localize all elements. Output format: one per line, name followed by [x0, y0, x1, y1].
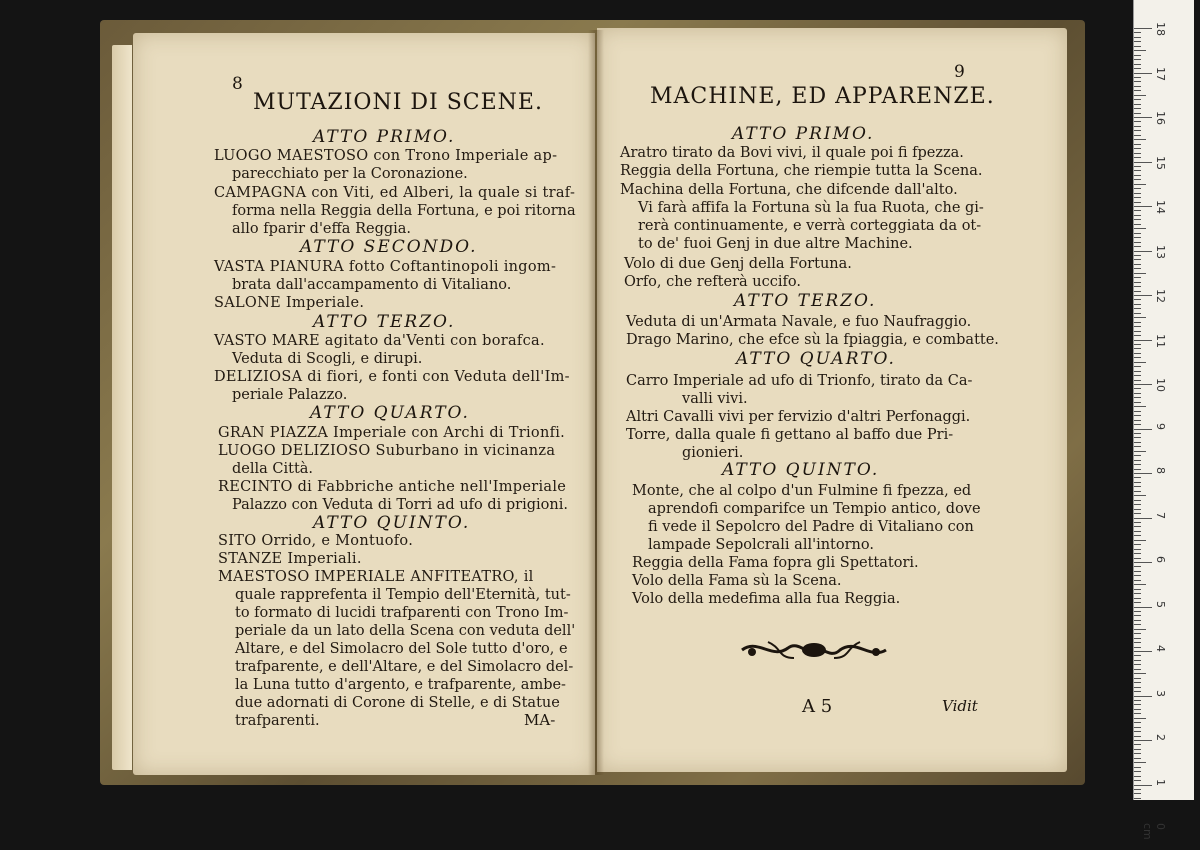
book-gutter — [588, 30, 604, 775]
right-catchword: Vidit — [942, 697, 978, 715]
ruler-tick — [1134, 299, 1141, 300]
ruler-tick — [1134, 317, 1146, 318]
ruler-tick — [1134, 429, 1152, 430]
text-line: allo fparir d'effa Reggia. — [232, 221, 412, 237]
text-line: Reggia della Fama fopra gli Spettatori. — [632, 555, 919, 571]
ruler-tick — [1134, 108, 1141, 109]
ruler-tick — [1134, 718, 1146, 719]
ruler-tick — [1134, 344, 1141, 345]
text-line: to de' fuoi Genj in due altre Machine. — [638, 236, 913, 252]
ruler-tick — [1134, 660, 1141, 661]
text-line: Palazzo con Veduta di Torri ad ufo di prigioni. — [232, 497, 568, 513]
ruler-tick — [1134, 455, 1141, 456]
ruler-label: 4 — [1154, 645, 1167, 652]
ruler-tick — [1134, 780, 1141, 781]
text-line: la Luna tutto d'argento, e trafparente, ambe- — [235, 677, 566, 693]
text-line: trafparenti. — [235, 713, 320, 729]
text-line: SALONE Imperiale. — [214, 295, 365, 311]
ruler-tick — [1134, 157, 1141, 158]
ruler-tick — [1134, 64, 1141, 65]
ruler-tick — [1134, 335, 1141, 336]
act-heading: ATTO QUINTO. — [722, 460, 880, 480]
ruler-tick — [1134, 282, 1141, 283]
ruler-tick — [1134, 749, 1141, 750]
ruler-tick — [1134, 237, 1141, 238]
text-line: Veduta di un'Armata Navale, e fuo Naufraggio. — [626, 314, 972, 330]
ruler-tick — [1134, 673, 1146, 674]
ruler-tick — [1134, 175, 1141, 176]
ruler-tick — [1134, 678, 1141, 679]
text-line: aprendofi comparifce un Tempio antico, dove — [648, 501, 981, 517]
ruler-tick — [1134, 224, 1141, 225]
ruler-label: 0 cm — [1141, 823, 1167, 840]
ruler-tick — [1134, 126, 1141, 127]
ruler-tick — [1134, 162, 1152, 163]
ruler-tick — [1134, 722, 1141, 723]
act-heading: ATTO QUARTO. — [310, 403, 470, 423]
ruler-tick — [1134, 77, 1141, 78]
text-line: VASTA PIANURA fotto Coftantinopoli ingom- — [214, 259, 557, 275]
ruler-tick — [1134, 308, 1141, 309]
ruler-label: 13 — [1154, 244, 1167, 259]
ruler-tick — [1134, 642, 1141, 643]
ruler-tick — [1134, 593, 1141, 594]
text-line: Volo di due Genj della Fortuna. — [624, 256, 852, 272]
left-page-number: 8 — [232, 74, 243, 94]
text-line: Volo della medefima alla fua Reggia. — [632, 591, 901, 607]
ruler-tick — [1134, 202, 1141, 203]
ruler-tick — [1134, 411, 1141, 412]
ruler-tick — [1134, 259, 1141, 260]
text-line: fi vede il Sepolcro del Padre di Vitaliano con — [648, 519, 974, 535]
ruler-tick — [1134, 580, 1141, 581]
ruler-tick — [1134, 121, 1141, 122]
text-line: LUOGO DELIZIOSO Suburbano in vicinanza — [218, 443, 556, 459]
text-line: LUOGO MAESTOSO con Trono Imperiale ap- — [214, 148, 558, 164]
ruler-tick — [1134, 255, 1141, 256]
text-line: GRAN PIAZZA Imperiale con Archi di Trionfi. — [218, 425, 566, 441]
ruler-tick — [1134, 246, 1141, 247]
ruler-tick — [1134, 393, 1141, 394]
ruler-tick — [1134, 291, 1141, 292]
text-line: Monte, che al colpo d'un Fulmine fi fpezza, ed — [632, 483, 972, 499]
ruler-tick — [1134, 340, 1152, 341]
ruler-tick — [1134, 798, 1141, 799]
text-line: DELIZIOSA di fiori, e fonti con Veduta dell'Im- — [214, 369, 570, 385]
right-page-number: 9 — [954, 62, 965, 82]
text-line: due adornati di Corone di Stelle, e di Statue — [235, 695, 560, 711]
ruler-label: 1 — [1154, 778, 1167, 786]
ruler-tick — [1134, 251, 1152, 252]
ruler-tick — [1134, 535, 1141, 536]
ruler-tick — [1134, 380, 1141, 381]
ruler-tick — [1134, 420, 1141, 421]
ruler-tick — [1134, 727, 1141, 728]
ruler-tick — [1134, 522, 1141, 523]
ruler-tick — [1134, 682, 1141, 683]
ruler-tick — [1134, 491, 1141, 492]
left-page-heading: MUTAZIONI DI SCENE. — [253, 90, 543, 115]
printer-ornament — [738, 632, 890, 668]
ruler-label: 11 — [1154, 333, 1167, 348]
ruler-tick — [1134, 655, 1141, 656]
text-line: VASTO MARE agitato da'Venti con borafca. — [214, 333, 545, 349]
ruler-tick — [1134, 406, 1146, 407]
ruler-tick — [1134, 669, 1141, 670]
ruler-tick — [1134, 664, 1141, 665]
ruler-tick — [1134, 446, 1141, 447]
ruler-tick — [1134, 170, 1141, 171]
ruler-tick — [1134, 793, 1141, 794]
ruler-tick — [1134, 433, 1141, 434]
ruler-tick — [1134, 397, 1141, 398]
text-line: SITO Orrido, e Montuofo. — [218, 533, 414, 549]
ruler-label: 2 — [1154, 734, 1167, 741]
ruler-tick — [1134, 553, 1141, 554]
ruler-tick — [1134, 638, 1141, 639]
ruler-tick — [1134, 268, 1141, 269]
ruler-tick — [1134, 130, 1141, 131]
act-heading: ATTO TERZO. — [734, 291, 877, 311]
ruler-tick — [1134, 477, 1141, 478]
ruler-label: 6 — [1154, 556, 1167, 563]
ruler-tick — [1134, 41, 1141, 42]
ruler-tick — [1134, 415, 1141, 416]
ruler-tick — [1134, 566, 1141, 567]
ruler-tick — [1134, 709, 1141, 710]
text-line: MAESTOSO IMPERIALE ANFITEATRO, il — [218, 569, 534, 585]
ruler-tick — [1134, 184, 1146, 185]
ruler-tick — [1134, 32, 1141, 33]
ruler-tick — [1134, 193, 1141, 194]
act-heading: ATTO PRIMO. — [732, 124, 875, 144]
act-heading: ATTO QUARTO. — [736, 349, 896, 369]
ruler-tick — [1134, 331, 1141, 332]
ruler-tick — [1134, 55, 1141, 56]
ruler-tick — [1134, 509, 1141, 510]
text-line: forma nella Reggia della Fortuna, e poi ritorna — [232, 203, 576, 219]
ruler-tick — [1134, 611, 1141, 612]
ruler-label: 3 — [1154, 689, 1167, 697]
ruler-tick — [1134, 687, 1141, 688]
ruler-tick — [1134, 602, 1141, 603]
ruler-tick — [1134, 615, 1141, 616]
ruler-tick — [1134, 531, 1141, 532]
ruler-tick — [1134, 500, 1141, 501]
text-line: RECINTO di Fabbriche antiche nell'Imperiale — [218, 479, 567, 495]
text-line: lampade Sepolcrali all'intorno. — [648, 537, 874, 553]
ruler-tick — [1134, 647, 1141, 648]
ruler-tick — [1134, 233, 1141, 234]
text-line: rerà continuamente, e verrà corteggiata da ot- — [638, 218, 982, 234]
ruler-tick — [1134, 789, 1141, 790]
ruler-tick — [1134, 264, 1141, 265]
text-line: Altare, e del Simolacro del Sole tutto d'oro, e — [235, 641, 568, 657]
ruler-tick — [1134, 437, 1141, 438]
text-line: Drago Marino, che efce sù la fpiaggia, e combatte. — [626, 332, 999, 348]
ruler-tick — [1134, 366, 1141, 367]
ruler-tick — [1134, 348, 1141, 349]
ruler-tick — [1134, 633, 1141, 634]
act-heading: ATTO PRIMO. — [313, 127, 456, 147]
text-line: Torre, dalla quale fi gettano al baffo due Pri- — [626, 427, 954, 443]
text-line: parecchiato per la Coronazione. — [232, 166, 468, 182]
ruler-tick — [1134, 486, 1141, 487]
ruler-tick — [1134, 375, 1141, 376]
ruler-tick — [1134, 28, 1152, 29]
ruler-tick — [1134, 188, 1141, 189]
ruler-tick — [1134, 469, 1141, 470]
ruler-label: 15 — [1154, 155, 1167, 170]
ruler-tick — [1134, 148, 1141, 149]
ruler-tick — [1134, 464, 1141, 465]
ruler-tick — [1134, 704, 1141, 705]
ruler-tick — [1134, 482, 1141, 483]
ruler-tick — [1134, 473, 1152, 474]
ruler-tick — [1134, 495, 1146, 496]
ruler-tick — [1134, 81, 1141, 82]
text-line: gionieri. — [682, 445, 744, 461]
ruler-tick — [1134, 228, 1146, 229]
ruler-tick — [1134, 753, 1141, 754]
ruler-tick — [1134, 371, 1141, 372]
left-catchword: MA- — [524, 711, 556, 729]
ruler-tick — [1134, 526, 1141, 527]
act-heading: ATTO QUINTO. — [313, 513, 471, 533]
ruler-label: 8 — [1154, 467, 1167, 474]
ruler-label: 12 — [1154, 289, 1167, 303]
ruler-tick — [1134, 322, 1141, 323]
text-line: valli vivi. — [682, 391, 748, 407]
ruler-tick — [1134, 117, 1152, 118]
ruler-tick — [1134, 762, 1146, 763]
ruler-tick — [1134, 50, 1146, 51]
ruler-tick — [1134, 736, 1141, 737]
ruler-tick — [1134, 73, 1152, 74]
ruler-tick — [1134, 59, 1141, 60]
ruler-tick — [1134, 731, 1141, 732]
act-heading: ATTO SECONDO. — [300, 237, 478, 257]
text-line: Carro Imperiale ad ufo di Trionfo, tirato da Ca- — [626, 373, 973, 389]
ruler-tick — [1134, 326, 1141, 327]
text-line: Orfo, che refterà uccifo. — [624, 274, 801, 290]
ruler-label: 10 — [1154, 378, 1167, 392]
ruler-tick — [1134, 286, 1141, 287]
ruler-tick — [1134, 362, 1146, 363]
text-line: Volo della Fama sù la Scena. — [632, 573, 842, 589]
text-line: to formato di lucidi trafparenti con Trono Im- — [235, 605, 569, 621]
ruler-tick — [1134, 304, 1141, 305]
ruler-label: 18 — [1154, 22, 1167, 36]
ruler-tick — [1134, 424, 1141, 425]
ruler-tick — [1134, 713, 1141, 714]
ruler-tick — [1134, 166, 1141, 167]
ruler-tick — [1134, 179, 1141, 180]
text-line: periale da un lato della Scena con veduta dell' — [235, 623, 576, 639]
ruler-tick — [1134, 139, 1146, 140]
ruler-tick — [1134, 451, 1146, 452]
act-heading: ATTO TERZO. — [313, 312, 456, 332]
ruler-tick — [1134, 215, 1141, 216]
ruler-tick — [1134, 273, 1146, 274]
text-line: Aratro tirato da Bovi vivi, il quale poi fi fpezza. — [620, 145, 964, 161]
text-line: trafparente, e dell'Altare, e del Simolacro del- — [235, 659, 574, 675]
ruler-tick — [1134, 767, 1141, 768]
ruler-tick — [1134, 460, 1141, 461]
ruler-tick — [1134, 700, 1141, 701]
text-line: della Città. — [232, 461, 314, 477]
text-line: CAMPAGNA con Viti, ed Alberi, la quale si traf- — [214, 185, 576, 201]
ruler-tick — [1134, 277, 1141, 278]
ruler-tick — [1134, 744, 1141, 745]
ruler-tick — [1134, 558, 1141, 559]
ruler-tick — [1134, 113, 1141, 114]
ruler-tick — [1134, 629, 1146, 630]
ruler-label: 7 — [1154, 511, 1167, 519]
ruler-label: 17 — [1154, 66, 1167, 81]
text-line: Veduta di Scogli, e dirupi. — [232, 351, 423, 367]
ruler-tick — [1134, 46, 1141, 47]
ruler-tick — [1134, 402, 1141, 403]
ruler-tick — [1134, 95, 1146, 96]
ruler-tick — [1134, 540, 1146, 541]
ruler-tick — [1134, 776, 1141, 777]
ruler-label: 16 — [1154, 111, 1167, 125]
ruler-tick — [1134, 153, 1141, 154]
ruler-tick — [1134, 549, 1141, 550]
ruler-tick — [1134, 518, 1152, 519]
ruler-tick — [1134, 513, 1141, 514]
ruler-tick — [1134, 589, 1141, 590]
ruler-tick — [1134, 86, 1141, 87]
ruler-tick — [1134, 104, 1141, 105]
ruler-tick — [1134, 219, 1141, 220]
ruler-tick — [1134, 37, 1141, 38]
ruler-tick — [1134, 99, 1141, 100]
text-line: periale Palazzo. — [232, 387, 348, 403]
ruler-label: 9 — [1154, 422, 1167, 430]
ruler-tick — [1134, 90, 1141, 91]
ruler-tick — [1134, 651, 1152, 652]
ruler-tick — [1134, 135, 1141, 136]
text-line: Reggia della Fortuna, che riempie tutta la Scena. — [620, 163, 983, 179]
ruler-tick — [1134, 206, 1152, 207]
ruler-tick — [1134, 295, 1152, 296]
ruler-tick — [1134, 504, 1141, 505]
ruler-tick — [1134, 785, 1152, 786]
ruler-tick — [1134, 598, 1141, 599]
measurement-ruler — [1133, 0, 1194, 840]
ruler-label: 14 — [1154, 200, 1167, 214]
page-edges — [112, 45, 132, 770]
text-line: quale rapprefenta il Tempio dell'Eternità, tut- — [235, 587, 571, 603]
ruler-label: 5 — [1154, 600, 1167, 608]
ruler-tick — [1134, 758, 1141, 759]
ruler-tick — [1134, 575, 1141, 576]
ruler-tick — [1134, 353, 1141, 354]
text-line: Altri Cavalli vivi per fervizio d'altri Perfonaggi. — [626, 409, 971, 425]
ruler-tick — [1134, 607, 1152, 608]
ruler-tick — [1134, 771, 1141, 772]
ruler-tick — [1134, 624, 1141, 625]
ruler-tick — [1134, 313, 1141, 314]
signature-mark: A 5 — [802, 696, 833, 717]
text-line: STANZE Imperiali. — [218, 551, 362, 567]
ruler-tick — [1134, 210, 1141, 211]
ruler-tick — [1134, 740, 1152, 741]
ruler-tick — [1134, 144, 1141, 145]
ruler-tick — [1134, 562, 1152, 563]
ruler-tick — [1134, 384, 1152, 385]
ruler-tick — [1134, 691, 1141, 692]
ruler-tick — [1134, 68, 1141, 69]
ruler-tick — [1134, 242, 1141, 243]
ruler-tick — [1134, 388, 1141, 389]
text-line: Vi farà affifa la Fortuna sù la fua Ruota, che gi- — [638, 200, 984, 216]
ruler-tick — [1134, 571, 1141, 572]
ruler-tick — [1134, 696, 1152, 697]
ruler-tick — [1134, 357, 1141, 358]
ruler-tick — [1134, 544, 1141, 545]
text-line: brata dall'accampamento di Vitaliano. — [232, 277, 512, 293]
ruler-tick — [1134, 620, 1141, 621]
ruler-tick — [1134, 442, 1141, 443]
right-page-heading: MACHINE, ED APPARENZE. — [650, 84, 995, 109]
ruler-tick — [1134, 584, 1146, 585]
text-line: Machina della Fortuna, che difcende dall'alto. — [620, 182, 958, 198]
ruler-tick — [1134, 197, 1141, 198]
